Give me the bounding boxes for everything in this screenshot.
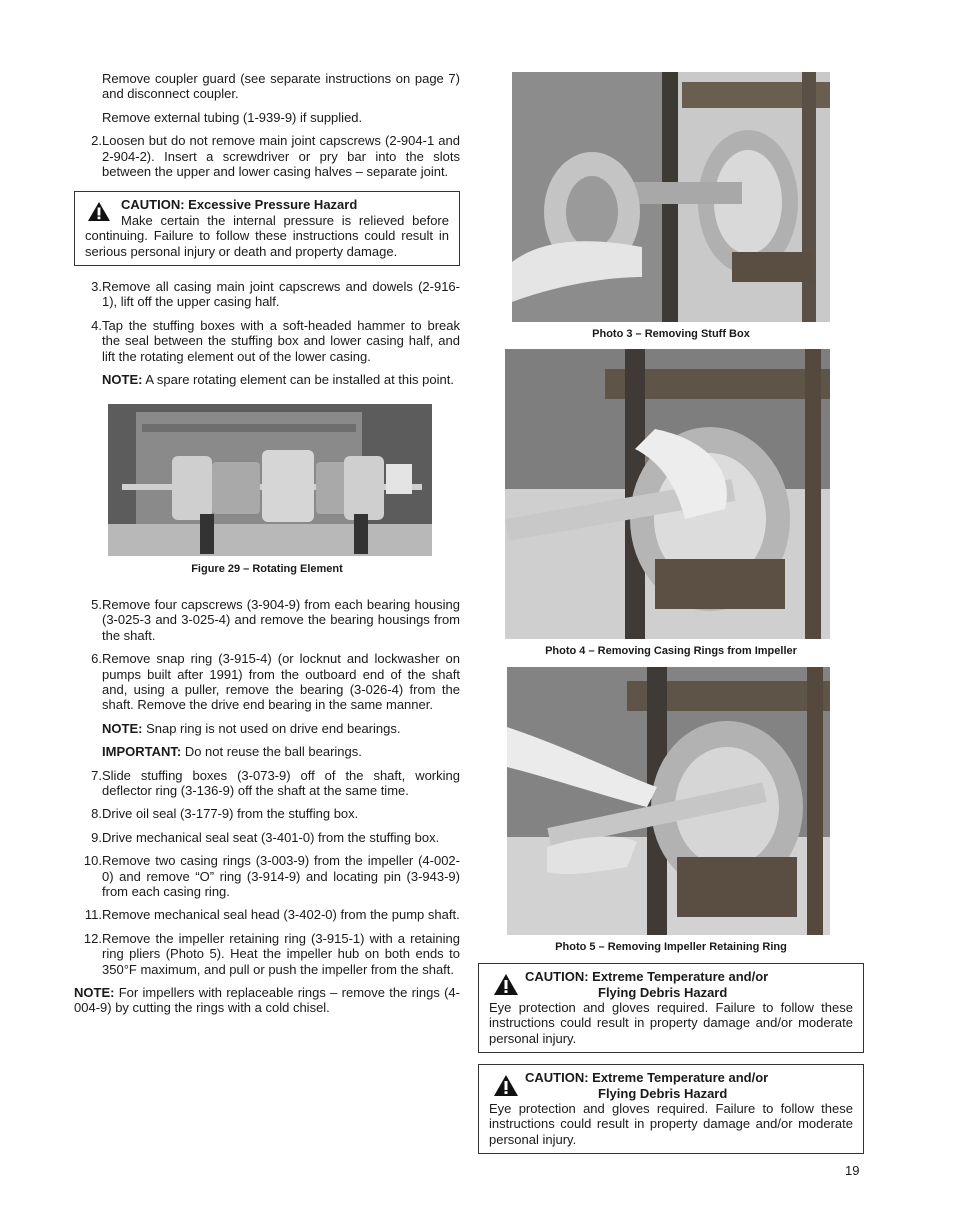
caution-heading-line-1: CAUTION: Extreme Temperature and/or: [525, 1070, 769, 1086]
note-text: Snap ring is not used on drive end bearings.: [146, 720, 401, 736]
note-step-4: [102, 372, 460, 387]
step-text: Loosen but do not remove main joint capscrews (2-904-1 and 2-904-2). Insert a screwdriver or pry bar into the slots between the upper and lower casing halves – separate joint.: [102, 133, 460, 180]
warning-triangle-icon: [493, 973, 519, 996]
step-10: [74, 853, 460, 899]
figure-29-caption: Figure 29 – Rotating Element: [191, 562, 343, 575]
important-text: Do not reuse the ball bearings.: [184, 744, 362, 760]
note-text: A spare rotating element can be installed at this point.: [145, 372, 454, 388]
step-4: [74, 318, 460, 364]
step-text: Drive mechanical seal seat (3-401-0) from the stuffing box.: [102, 829, 440, 845]
photo-4-caption: Photo 4 – Removing Casing Rings from Impeller: [545, 645, 797, 658]
step-7: [74, 768, 460, 799]
step-11: [74, 907, 460, 922]
photo-5-image: [507, 667, 830, 935]
note-step-6: [102, 721, 460, 736]
note-label: NOTE:: [102, 720, 143, 736]
important-label: IMPORTANT:: [102, 744, 182, 760]
step-text: Remove mechanical seal head (3-402-0) from the pump shaft.: [102, 907, 460, 923]
page-number: 19: [845, 1163, 860, 1178]
caution-body: Make certain the internal pressure is relieved before continuing. Failure to follow these instructions could result in serious personal injury or death and property damage.: [85, 212, 449, 259]
right-column: [478, 72, 864, 1154]
step-3: [74, 279, 460, 310]
caution-heading-line-2: Flying Debris Hazard: [598, 1085, 728, 1101]
caution-body: Eye protection and gloves required. Failure to follow these instructions could result in property damage and/or moderate personal injury.: [489, 1000, 853, 1046]
caution-box-pressure: [74, 191, 460, 266]
step-text: Drive oil seal (3-177-9) from the stuffing box.: [102, 806, 359, 822]
photo-4-image: [505, 349, 830, 639]
step-6: [74, 651, 460, 713]
intro-tubing-text: Remove external tubing (1-939-9) if supplied.: [102, 109, 363, 125]
photo-3-caption: Photo 3 – Removing Stuff Box: [592, 328, 750, 340]
figure-29-image: [108, 404, 432, 556]
photo-5-caption: Photo 5 – Removing Impeller Retaining Ring: [555, 940, 787, 953]
step-text: Remove two casing rings (3-003-9) from the impeller (4-002-0) and remove “O” ring (3-914-9) and locating pin (3-943-9) from each casing ring.: [102, 853, 460, 899]
note-label: NOTE:: [102, 372, 143, 388]
step-2: [74, 133, 460, 179]
step-number: 12.: [83, 930, 102, 946]
step-number: 8.: [91, 806, 102, 822]
caution-box-temperature-1: [478, 963, 864, 1053]
step-text: Remove snap ring (3-915-4) (or locknut and lockwasher on pumps built after 1991) from the outboard end of the shaft and, using a puller, remove the bearing (3-026-4) from the shaft. Remove the drive end bearing in the same manner.: [102, 651, 460, 713]
caution-body: Eye protection and gloves required. Failure to follow these instructions could result in property damage and/or moderate personal injury.: [489, 1101, 853, 1147]
intro-coupler-text: Remove coupler guard (see separate instructions on page 7) and disconnect coupler.: [102, 71, 460, 102]
note-text: For impellers with replaceable rings – remove the rings (4-004-9) by cutting the rings with a cold chisel.: [74, 985, 460, 1016]
caution-heading: CAUTION: Excessive Pressure Hazard: [121, 197, 358, 213]
step-number: 11.: [84, 907, 102, 923]
step-number: 3.: [91, 279, 102, 295]
warning-triangle-icon: [493, 1074, 519, 1097]
step-text: Slide stuffing boxes (3-073-9) off of the shaft, working deflector ring (3-136-9) off the shaft at the same time.: [102, 767, 460, 798]
step-number: 7.: [91, 767, 102, 783]
important-step-6: [102, 744, 460, 759]
step-text: Remove four capscrews (3-904-9) from each bearing housing (3-025-3 and 3-025-4) and remove the bearing housings from the shaft.: [102, 596, 460, 643]
photo-3-image: [512, 72, 830, 322]
caution-heading-line-1: CAUTION: Extreme Temperature and/or: [525, 969, 769, 985]
step-number: 4.: [91, 317, 102, 333]
step-5: [74, 597, 460, 643]
step-number: 2.: [91, 133, 102, 149]
step-number: 9.: [91, 829, 102, 845]
step-number: 6.: [91, 651, 102, 667]
step-number: 10.: [83, 853, 102, 869]
note-label: NOTE:: [74, 985, 115, 1001]
step-text: Remove all casing main joint capscrews and dowels (2-916-1), lift off the upper casing half.: [102, 279, 460, 310]
left-column: [74, 71, 460, 1016]
step-8: [74, 806, 460, 821]
step-number: 5.: [91, 596, 102, 612]
step-text: Tap the stuffing boxes with a soft-headed hammer to break the seal between the stuffing box and lower casing half, and lift the rotating element out of the lower casing.: [102, 317, 460, 364]
caution-heading-line-2: Flying Debris Hazard: [598, 984, 728, 1000]
final-note: [74, 985, 460, 1016]
step-9: [74, 830, 460, 845]
warning-triangle-icon: [87, 201, 111, 222]
step-12: [74, 931, 460, 977]
step-text: Remove the impeller retaining ring (3-915-1) with a retaining ring pliers (Photo 5). Heat the impeller hub on both ends to 350°F maximum, and pull or push the impeller from the shaft.: [102, 930, 460, 977]
caution-box-temperature-2: [478, 1064, 864, 1154]
